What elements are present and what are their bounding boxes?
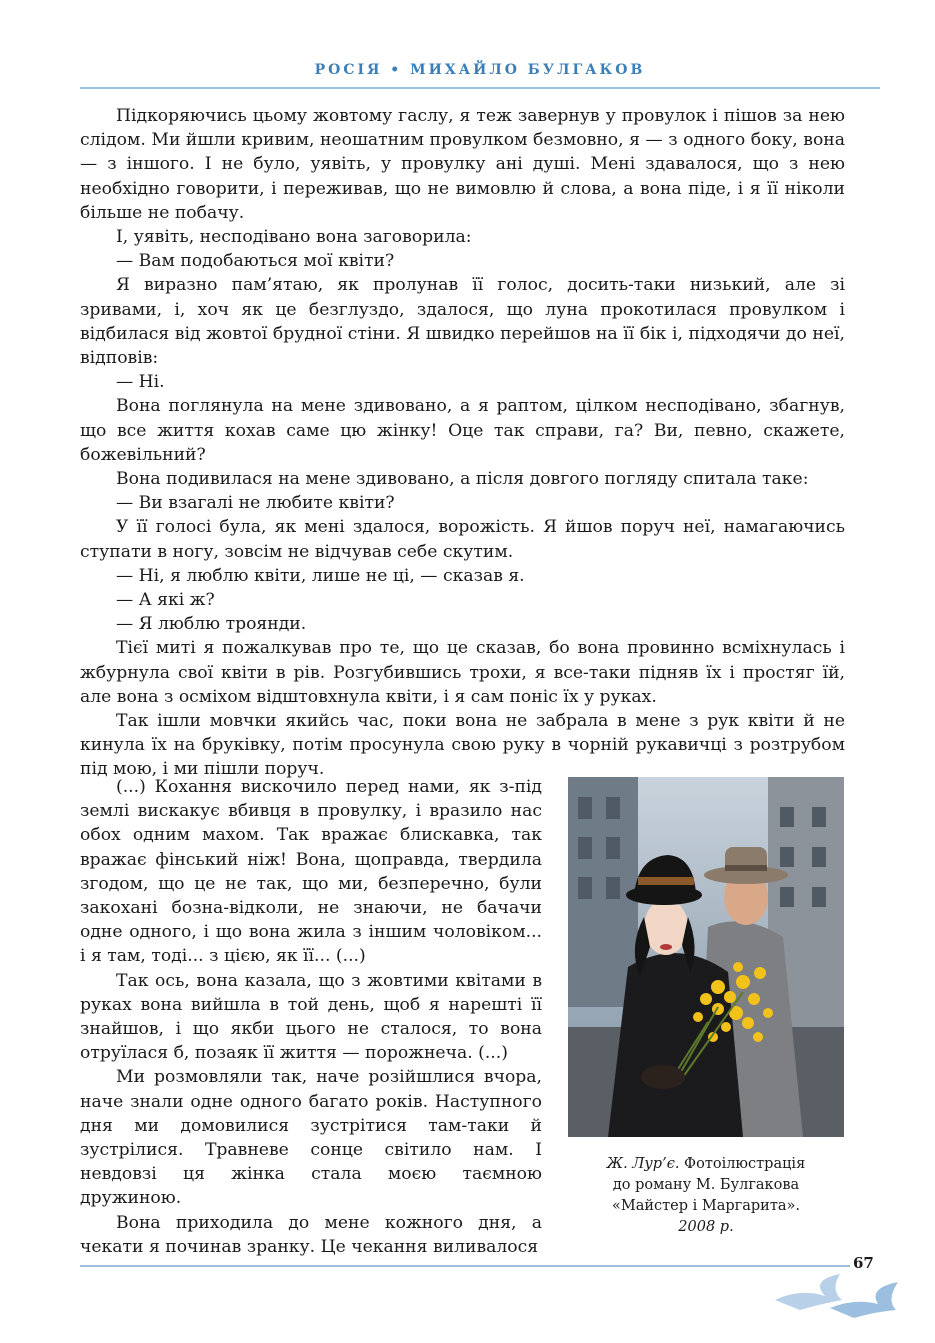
paragraph: Так ось, вона казала, що з жовтими квітами в руках вона вийшла в той день, щоб я нарешті її знайшов, і що якби цього не сталося, то вона отруїлася б, позаяк її життя — порожнеча. (...) <box>80 970 542 1064</box>
birds-decoration-icon <box>770 1270 910 1320</box>
column-text <box>80 775 542 1259</box>
photo-image <box>568 777 844 1137</box>
caption-author: Ж. Лур’є. <box>606 1156 680 1172</box>
footer-divider <box>80 1265 850 1267</box>
caption-year: 2008 р. <box>678 1219 734 1235</box>
caption-line: «Майстер і Маргарита». <box>612 1198 800 1214</box>
main-text <box>80 104 845 782</box>
paragraph: — Вам подобаються мої квіти? <box>116 251 395 272</box>
header-divider <box>80 87 880 89</box>
paragraph: — Ні. <box>116 372 165 393</box>
paragraph: Підкоряючись цьому жовтому гаслу, я теж завернув у провулок і пішов за нею слідом. Ми йшли кривим, неошатним провулком безмовно, я — з одного боку, вона — з іншого. І не було, уявіть, у провулку ані душі. Мені здавалося, що з нею необхідно говорити, і переживав, що не вимовлю й слова, а вона піде, і я її ніколи більше не побачу. <box>80 106 845 223</box>
paragraph: — Ні, я люблю квіти, лише не ці, — сказав я. <box>116 565 525 586</box>
paragraph: — Я люблю троянди. <box>116 614 307 635</box>
page-number: 67 <box>853 1254 874 1272</box>
photo-caption <box>568 1154 844 1238</box>
paragraph: І, уявіть, несподівано вона заговорила: <box>116 227 472 248</box>
paragraph: — Ви взагалі не любите квіти? <box>116 493 395 514</box>
paragraph: Вона поглянула на мене здивовано, а я раптом, цілком несподівано, збагнув, що все життя кохав саме цю жінку! Оце так справи, га? Ви, певно, скажете, божевільний? <box>80 396 845 465</box>
paragraph: У її голосі була, як мені здалося, ворожість. Я йшов поруч неї, намагаючись ступати в ногу, зовсім не відчував себе скутим. <box>80 517 845 562</box>
running-header: РОСІЯ • МИХАЙЛО БУЛГАКОВ <box>314 62 646 78</box>
paragraph: Вона приходила до мене кожного дня, а чекати я починав зранку. Це чекання виливалося <box>80 1212 542 1257</box>
paragraph: Вона подивилася на мене здивовано, а після довгого погляду спитала таке: <box>116 469 809 490</box>
photo-illustration <box>568 777 844 1137</box>
paragraph: Ми розмовляли так, наче розійшлися вчора, наче знали одне одного багато років. Наступного дня ми домовилися зустрітися там-таки й зустрілися. Травневе сонце світило нам. І невдовзі ця жінка стала моєю таємною дружиною. <box>80 1067 542 1209</box>
paragraph: Я виразно пам’ятаю, як пролунав її голос, досить-таки низький, але зі зривами, і, хоч як це безглуздо, здалося, що луна прокотилася провулком і відбилася від жовтої брудної стіни. Я швидко перейшов на її бік і, підходячи до неї, відповів: <box>80 275 845 369</box>
paragraph: (...) Кохання вискочило перед нами, як з-під землі вискакує вбивця в провулку, і вразило нас обох одним махом. Так вражає блискавка, так вражає фінський ніж! Вона, щоправда, твердила згодом, що це не так, що ми, безперечно, були закохані бозна-відколи, не знаючи, не бачачи одне одного, і що вона жила з іншим чоловіком... і я там, тоді... з цією, як її... (...) <box>80 777 542 967</box>
paragraph: Так ішли мовчки якийсь час, поки вона не забрала в мене з рук квіти й не кинула їх на бруківку, потім просунула свою руку в чорній рукавичці з розтрубом під мою, і ми пішли поруч. <box>80 711 845 780</box>
caption-line: до роману М. Булгакова <box>612 1177 800 1193</box>
caption-line: Фотоілюстрація <box>684 1156 806 1172</box>
paragraph: Тієї миті я пожалкував про те, що це сказав, бо вона провинно всміхнулась і жбурнула свої квіти в рів. Розгубившись трохи, я все-таки підняв їх і простяг їй, але вона з осміхом відштовхнула квіти, і я сам поніс їх у руках. <box>80 638 845 707</box>
paragraph: — А які ж? <box>116 590 215 611</box>
